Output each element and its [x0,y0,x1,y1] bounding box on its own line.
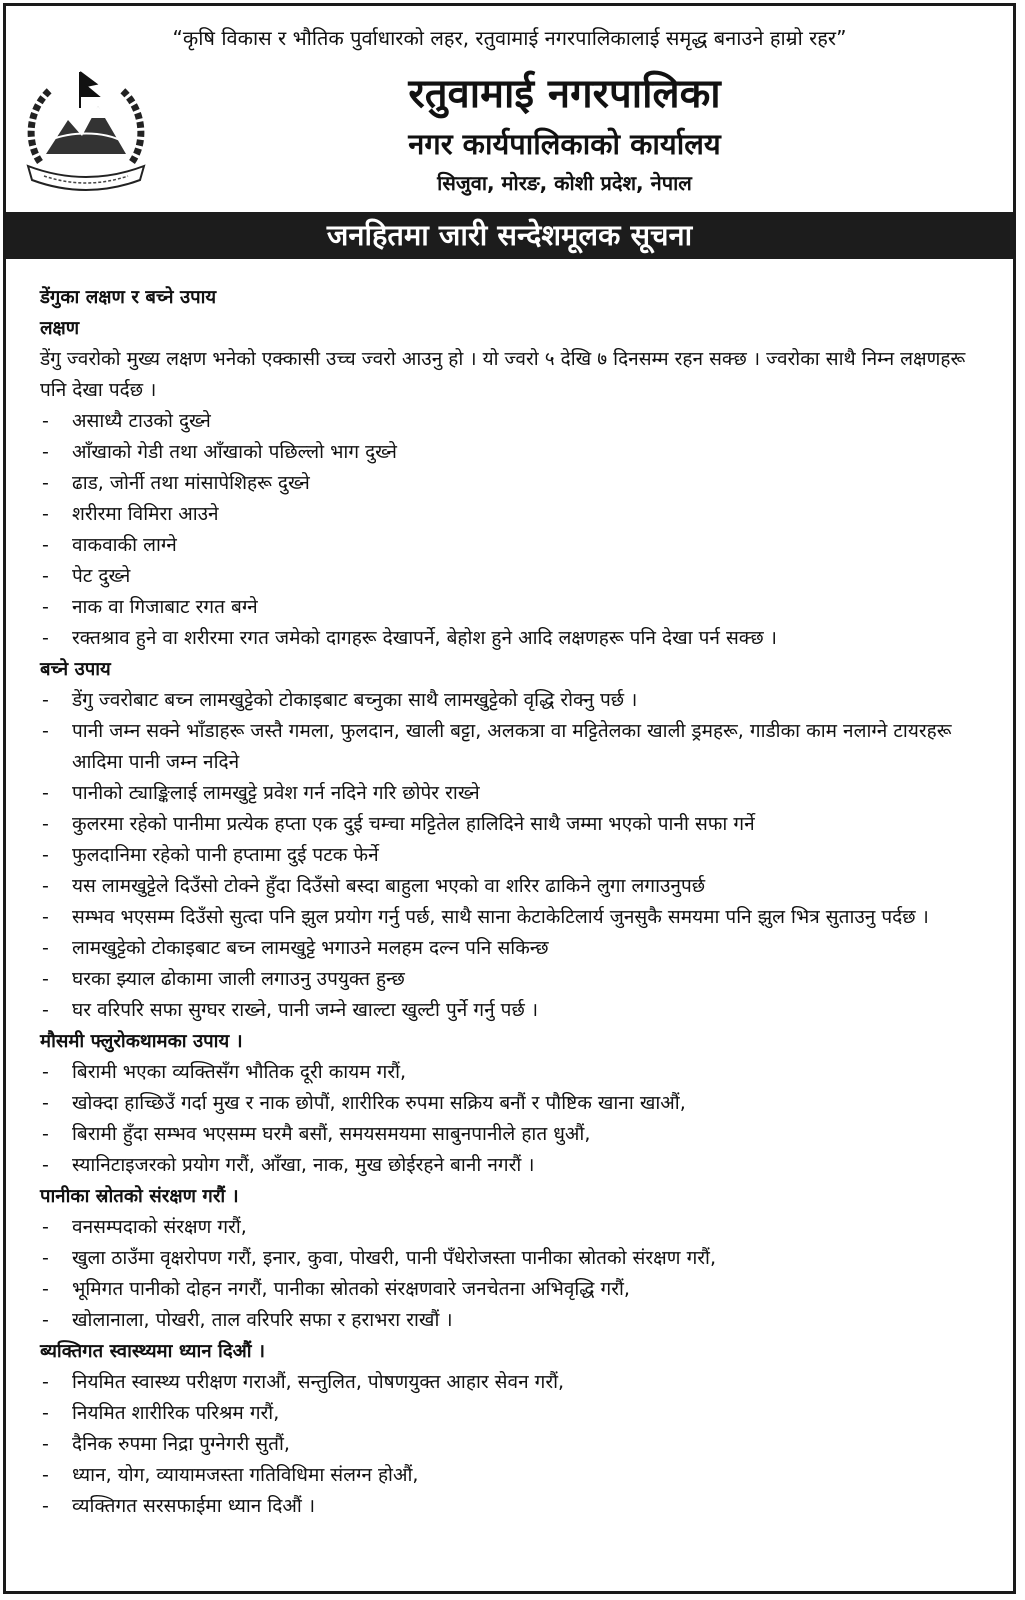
flu-section-title: मौसमी फ्लुरोकथामका उपाय । [40,1031,243,1052]
office-name: नगर कार्यपालिकाको कार्यालय [408,127,721,161]
list-item: - नियमित शारीरिक परिश्रम गरौं, [40,1398,983,1429]
notice-page [3,3,1016,1594]
list-item: - भूमिगत पानीको दोहन नगरौं, पानीका स्रोतको संरक्षणवारे जनचेतना अभिवृद्धि गरौं, [40,1274,983,1305]
symptoms-intro: डेंगु ज्वरोको मुख्य लक्षण भनेको एक्कासी उच्च ज्वरो आउनु हो । यो ज्वरो ५ देखि ७ दिनसम्म रहन सक्छ । ज्वरोका साथै निम्न लक्षणहरू पनि देखा पर्दछ । [40,348,966,401]
flu-list [40,1057,983,1181]
list-item: - लामखुट्टेको टोकाइबाट बच्न लामखुट्टे भगाउने मलहम दल्न पनि सकिन्छ [40,933,983,964]
office-address: सिजुवा, मोरङ, कोशी प्रदेश, नेपाल [437,171,692,195]
prevention-list [40,685,983,1026]
nepal-government-emblem-icon [20,62,152,192]
list-item: - खोक्दा हाच्छिउँ गर्दा मुख र नाक छोपौं, शारीरिक रुपमा सक्रिय बनौं र पौष्टिक खाना खाऔं, [40,1088,983,1119]
list-item: - स्यानिटाइजरको प्रयोग गरौं, आँखा, नाक, मुख छोईरहने बानी नगरौं । [40,1150,983,1181]
symptoms-title: लक्षण [40,318,80,339]
list-item: - नियमित स्वास्थ्य परीक्षण गराऔं, सन्तुलित, पोषणयुक्त आहार सेवन गरौं, [40,1367,983,1398]
list-item: - वनसम्पदाको संरक्षण गरौं, [40,1212,983,1243]
list-item: - सम्भव भएसम्म दिउँसो सुत्दा पनि झुल प्रयोग गर्नु पर्छ, साथै साना केटाकेटिलार्य जुनसुकै समयमा पनि झुल भित्र सुताउनु पर्दछ । [40,902,983,933]
list-item: - डेंगु ज्वरोबाट बच्न लामखुट्टेको टोकाइबाट बच्नुका साथै लामखुट्टेको वृद्धि रोक्नु पर्छ । [40,685,983,716]
list-item: - घरका झ्याल ढोकामा जाली लगाउनु उपयुक्त हुन्छ [40,964,983,995]
list-item: - घर वरिपरि सफा सुग्घर राख्ने, पानी जम्ने खाल्टा खुल्टी पुर्ने गर्नु पर्छ । [40,995,983,1026]
list-item: - ढाड, जोर्नी तथा मांसापेशिहरू दुख्ने [40,468,983,499]
list-item: - पानीको ट्याङ्किलाई लामखुट्टे प्रवेश गर्न नदिने गरि छोपेर राख्ने [40,778,983,809]
list-item: - पेट दुख्ने [40,561,983,592]
list-item: - खोलानाला, पोखरी, ताल वरिपरि सफा र हराभरा राखौं । [40,1305,983,1336]
dengue-section-title: डेंगुका लक्षण र बच्ने उपाय [40,287,217,308]
notice-content [40,282,983,1522]
list-item: - नाक वा गिजाबाट रगत बग्ने [40,592,983,623]
symptoms-list [40,406,983,654]
list-item: - यस लामखुट्टेले दिउँसो टोक्ने हुँदा दिउँसो बस्दा बाहुला भएको वा शरिर ढाकिने लुगा लगाउनुपर्छ [40,871,983,902]
list-item: - कुलरमा रहेको पानीमा प्रत्येक हप्ता एक दुई चम्चा मट्टितेल हालिदिने साथै जम्मा भएको पानी सफा गर्ने [40,809,983,840]
list-item: - व्यक्तिगत सरसफाईमा ध्यान दिऔं । [40,1491,983,1522]
water-list [40,1212,983,1336]
list-item: - बिरामी भएका व्यक्तिसँग भौतिक दूरी कायम गरौं, [40,1057,983,1088]
organization-header [156,66,973,200]
notice-title-bar: जनहितमा जारी सन्देशमूलक सूचना [6,212,1013,259]
slogan: “कृषि विकास र भौतिक पुर्वाधारको लहर, रतुवामाई नगरपालिकालाई समृद्ध बनाउने हाम्रो रहर” [172,26,847,50]
list-item: - बिरामी हुँदा सम्भव भएसम्म घरमै बसौं, समयसमयमा साबुनपानीले हात धुऔं, [40,1119,983,1150]
list-item: - फुलदानिमा रहेको पानी हप्तामा दुई पटक फेर्ने [40,840,983,871]
list-item: - खुला ठाउँमा वृक्षरोपण गरौं, इनार, कुवा, पोखरी, पानी पँधेरोजस्ता पानीका स्रोतको संरक्षण गरौं, [40,1243,983,1274]
prevention-title: बच्ने उपाय [40,659,111,680]
list-item: - असाध्यै टाउको दुख्ने [40,406,983,437]
list-item: - पानी जम्न सक्ने भाँडाहरू जस्तै गमला, फुलदान, खाली बट्टा, अलकत्रा वा मट्टितेलका खाली ड्रमहरू, गाडीका काम नलाग्ने टायरहरू आदिमा पानी जम्न नदिने [40,716,983,778]
organization-name: रतुवामाई नगरपालिका [408,71,721,117]
list-item: - ध्यान, योग, व्यायामजस्ता गतिविधिमा संलग्न होऔं, [40,1460,983,1491]
health-section-title: ब्यक्तिगत स्वास्थ्यमा ध्यान दिऔं । [40,1341,266,1362]
water-section-title: पानीका स्रोतको संरक्षण गरौं । [40,1186,239,1207]
list-item: - आँखाको गेडी तथा आँखाको पछिल्लो भाग दुख्ने [40,437,983,468]
health-list [40,1367,983,1522]
list-item: - शरीरमा विमिरा आउने [40,499,983,530]
list-item: - दैनिक रुपमा निद्रा पुग्नेगरी सुतौं, [40,1429,983,1460]
list-item: - वाकवाकी लाग्ने [40,530,983,561]
list-item: - रक्तश्राव हुने वा शरीरमा रगत जमेको दागहरू देखापर्ने, बेहोश हुने आदि लक्षणहरू पनि देखा पर्न सक्छ । [40,623,983,654]
